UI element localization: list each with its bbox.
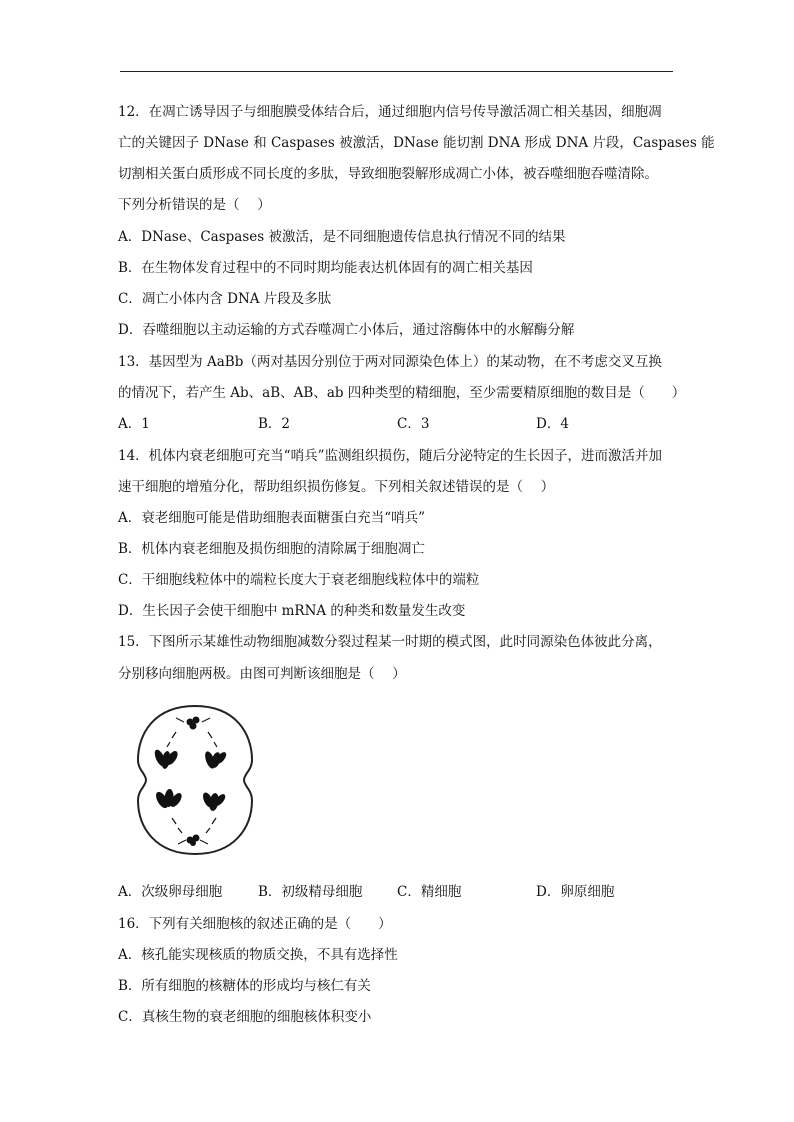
q12-option-c: C．凋亡小体内含 DNA 片段及多肽 — [118, 291, 332, 307]
q12-option-a: A．DNase、Caspases 被激活，是不同细胞遗传信息执行情况不同的结果 — [118, 229, 566, 245]
q16-option-c: C．真核生物的衰老细胞的细胞核体积变小 — [118, 1009, 372, 1025]
upper-chromosomes — [153, 748, 229, 770]
top-centrosome — [176, 717, 210, 730]
q12-stem-line2: 亡的关键因子 DNase 和 Caspases 被激活，DNase 能切割 DNA 形成 DNA 片段，Caspases 能 — [118, 135, 715, 151]
top-spindle-fibers — [167, 732, 217, 747]
q14-stem-line1: 14．机体内衰老细胞可充当“哨兵”监测组织损伤，随后分泌特定的生长因子，进而激活并加 — [118, 448, 662, 464]
q15-stem-line2: 分别移向细胞两极。由图可判断该细胞是（ ） — [118, 666, 406, 682]
q14-option-a: A．衰老细胞可能是借助细胞表面糖蛋白充当“哨兵” — [118, 510, 426, 526]
q14-option-d: D．生长因子会使干细胞中 mRNA 的种类和数量发生改变 — [118, 603, 466, 619]
header-rule — [120, 71, 673, 72]
q13-stem-line2: 的情况下，若产生 Ab、aB、AB、ab 四种类型的精细胞，至少需要精原细胞的数目是（ ） — [118, 385, 686, 401]
q13-option-b: B．2 — [258, 416, 291, 432]
q14-option-c: C．干细胞线粒体中的端粒长度大于衰老细胞线粒体中的端粒 — [118, 572, 480, 588]
bottom-spindle-fibers — [172, 818, 216, 833]
q15-stem-line1: 15．下图所示某雄性动物细胞减数分裂过程某一时期的模式图，此时同源染色体彼此分离， — [118, 634, 662, 650]
q14-stem-line2: 速干细胞的增殖分化，帮助组织损伤修复。下列相关叙述错误的是（ ） — [118, 479, 555, 495]
q13-stem-line1: 13．基因型为 AaBb（两对基因分别位于两对同源染色体上）的某动物，在不考虑交叉互换 — [118, 354, 662, 370]
q16-option-a: A．核孔能实现核质的物质交换，不具有选择性 — [118, 947, 398, 963]
q15-option-c: C．精细胞 — [397, 884, 462, 900]
q15-option-a: A．次级卵母细胞 — [118, 884, 223, 900]
q12-stem-line3: 切割相关蛋白质形成不同长度的多肽，导致细胞裂解形成凋亡小体，被吞噬细胞吞噬清除。 — [118, 166, 658, 182]
q12-option-b: B．在生物体发育过程中的不同时期均能表达机体固有的凋亡相关基因 — [118, 260, 533, 276]
q16-stem-line1: 16．下列有关细胞核的叙述正确的是（ ） — [118, 916, 392, 932]
q15-option-b: B．初级精母细胞 — [258, 884, 363, 900]
lower-chromosomes — [154, 789, 228, 812]
bottom-centrosome — [178, 835, 208, 847]
q12-stem-line1: 12．在凋亡诱导因子与细胞膜受体结合后，通过细胞内信号传导激活凋亡相关基因，细胞凋 — [118, 104, 662, 120]
q13-option-c: C．3 — [397, 416, 430, 432]
q16-option-b: B．所有细胞的核糖体的形成均与核仁有关 — [118, 978, 371, 994]
q14-option-b: B．机体内衰老细胞及损伤细胞的清除属于细胞凋亡 — [118, 541, 425, 557]
meiosis-cell-diagram — [132, 700, 258, 860]
q12-stem-line4: 下列分析错误的是（ ） — [118, 197, 271, 213]
q15-option-d: D．卵原细胞 — [536, 884, 615, 900]
q12-option-d: D．吞噬细胞以主动运输的方式吞噬凋亡小体后，通过溶酶体中的水解酶分解 — [118, 322, 575, 338]
q13-option-a: A．1 — [118, 416, 150, 432]
q13-option-d: D．4 — [536, 416, 569, 432]
